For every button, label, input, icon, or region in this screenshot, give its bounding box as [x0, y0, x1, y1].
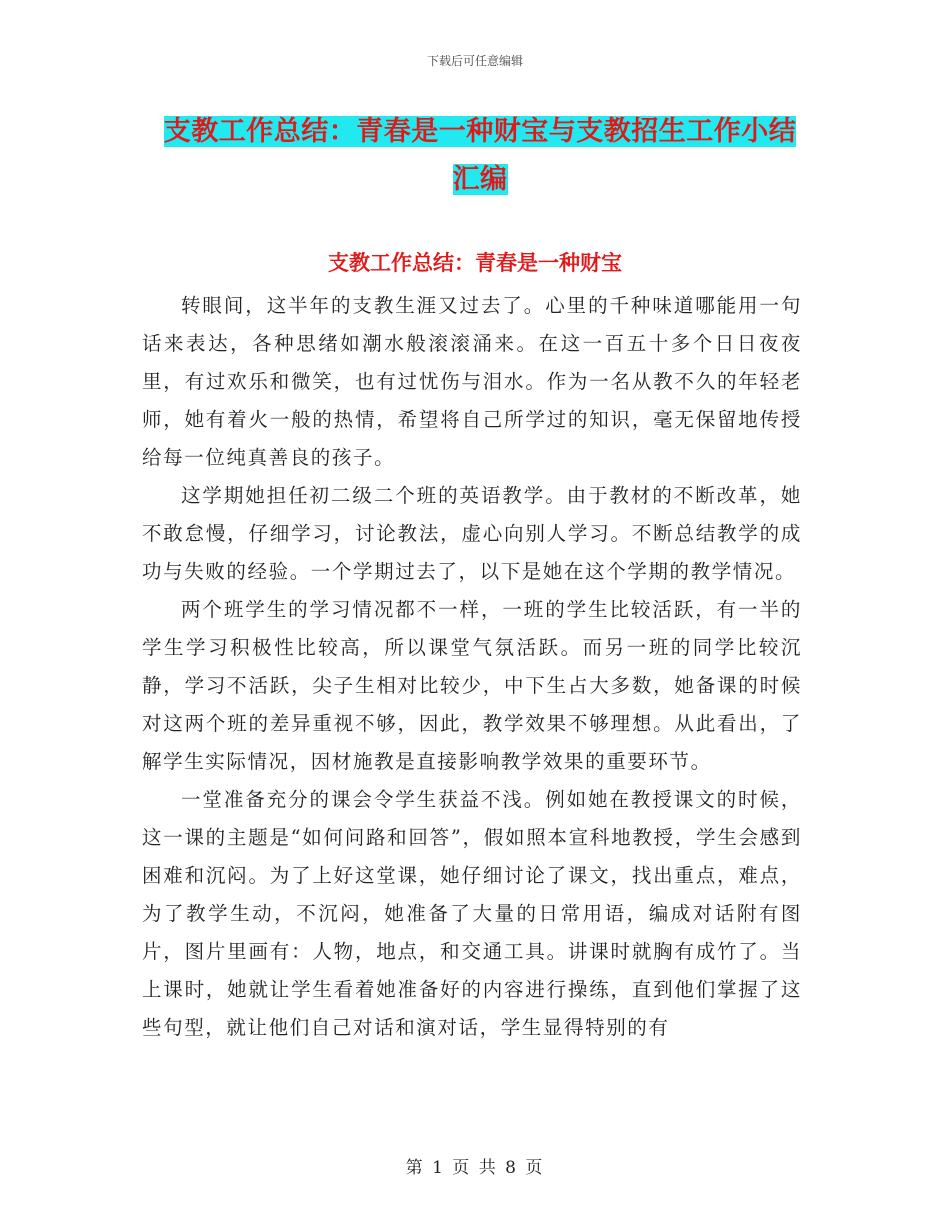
- section-subtitle: 支教工作总结：青春是一种财宝: [328, 251, 622, 275]
- header-note: 下载后可任意编辑: [426, 54, 523, 68]
- paragraph: 这学期她担任初二级二个班的英语教学。由于教材的不断改革，她不敢怠慢，仔细学习，讨论教法，虚心向别人学习。不断总结教学的成功与失败的经验。一个学期过去了，以下是她在这个学期的教学情况。: [142, 484, 802, 583]
- paragraph: 两个班学生的学习情况都不一样，一班的学生比较活跃，有一半的学生学习积极性比较高，所以课堂气氛活跃。而另一班的同学比较沉静，学习不活跃，尖子生相对比较少，中下生占大多数，她备课的时候对这两个班的差异重视不够，因此，教学效果不够理想。从此看出，了解学生实际情况，因材施教是直接影响教学效果的重要环节。: [142, 598, 802, 773]
- paragraph: 转眼间，这半年的支教生涯又过去了。心里的千种味道哪能用一句话来表达，各种思绪如潮水般滚滚涌来。在这一百五十多个日日夜夜里，有过欢乐和微笑，也有过忧伤与泪水。作为一名从教不久的年轻老师，她有着火一般的热情，希望将自己所学过的知识，毫无保留地传授给每一位纯真善良的孩子。: [142, 294, 802, 469]
- document-title: [150, 108, 810, 204]
- title-line-1: 支教工作总结：青春是一种财宝与支教招生工作小结: [163, 116, 797, 147]
- body-text: [142, 287, 802, 1047]
- title-line-2: 汇编: [452, 164, 508, 195]
- page-indicator: 第 1 页 共 8 页: [405, 1158, 545, 1178]
- paragraph: 一堂准备充分的课会令学生获益不浅。例如她在教授课文的时候，这一课的主题是“如何问路和回答”，假如照本宣科地教授，学生会感到困难和沉闷。为了上好这堂课，她仔细讨论了课文，找出重点，难点，为了教学生动，不沉闷，她准备了大量的日常用语，编成对话附有图片，图片里画有：人物，地点，和交通工具。讲课时就胸有成竹了。当上课时，她就让学生看着她准备好的内容进行操练，直到他们掌握了这些句型，就让他们自己对话和演对话，学生显得特别的有: [142, 788, 802, 1039]
